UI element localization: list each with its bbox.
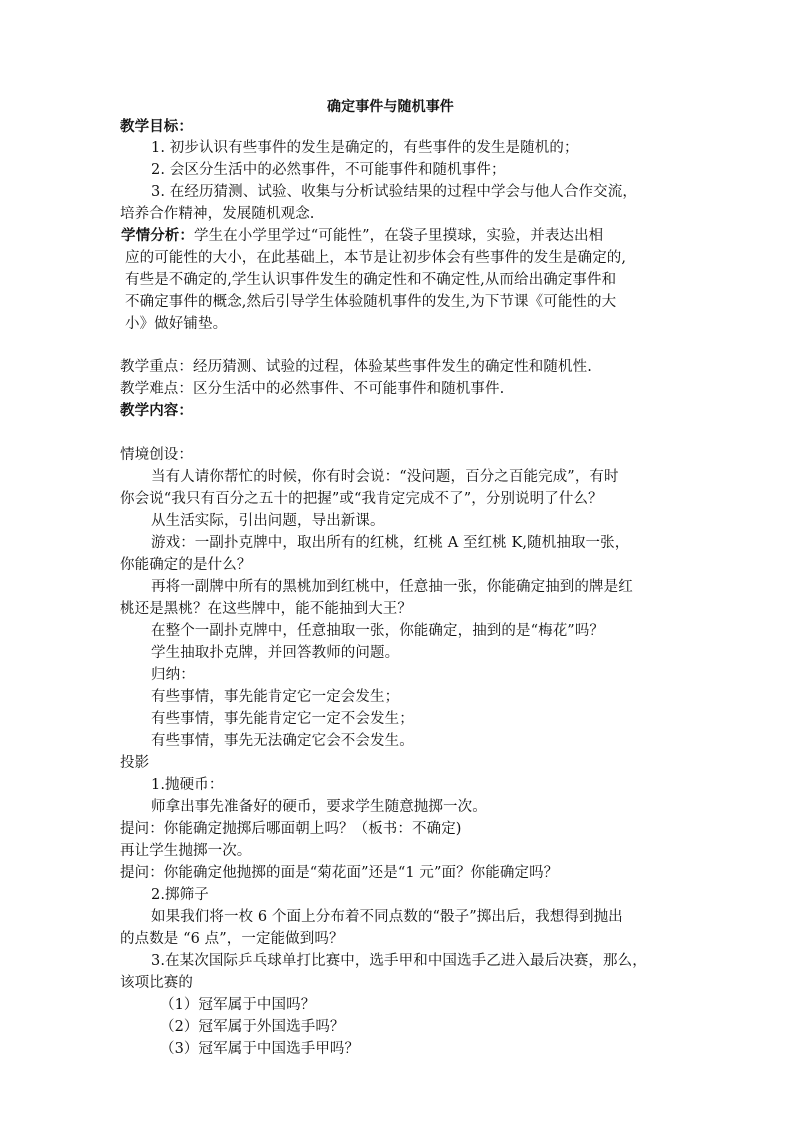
content-line: 你能确定的是什么？ <box>120 557 252 573</box>
analysis-paragraph-first-line <box>121 226 603 246</box>
analysis-line: 应的可能性的大小，在此基础上，本节是让初步体会有些事件的发生是确定的, <box>125 250 627 266</box>
content-line: 情境创设： <box>120 447 193 463</box>
content-line: 提问：你能确定抛掷后哪面朝上吗？（板书：不确定) <box>120 821 462 837</box>
content-line: 当有人请你帮忙的时候，你有时会说：“没问题，百分之百能完成”，有时 <box>151 469 619 485</box>
content-line: 有些事情，事先无法确定它会不会发生。 <box>151 733 414 749</box>
content-line: 从生活实际，引出问题，导出新课。 <box>151 513 385 529</box>
content-line: （3）冠军属于中国选手甲吗？ <box>160 1041 360 1057</box>
content-line: 2.掷筛子 <box>151 887 209 903</box>
document-title: 确定事件与随机事件 <box>327 99 454 115</box>
content-line: 如果我们将一枚 6 个面上分布着不同点数的“骰子”掷出后，我想得到抛出 <box>151 909 623 925</box>
content-line: 3.在某次国际乒乓球单打比赛中，选手甲和中国选手乙进入最后决赛，那么， <box>151 953 647 969</box>
content-line: 再将一副牌中所有的黑桃加到红桃中，任意抽一张，你能确定抽到的牌是红 <box>151 579 633 595</box>
content-line: 提问：你能确定他抛掷的面是“菊花面”还是“1 元”面？你能确定吗？ <box>120 865 559 881</box>
content-line: 在整个一副扑克牌中，任意抽取一张，你能确定，抽到的是“梅花”吗？ <box>151 623 605 639</box>
key-point: 教学重点：经历猜测、试验的过程，体验某些事件发生的确定性和随机性. <box>120 359 592 375</box>
content-line: 1.抛硬币： <box>151 777 224 793</box>
content-line: 投影 <box>120 755 150 771</box>
content-line: 学生抽取扑克牌，并回答教师的问题。 <box>151 645 400 661</box>
objective-item: 1. 初步认识有些事件的发生是确定的，有些事件的发生是随机的； <box>151 140 579 156</box>
content-line: 归纳： <box>151 667 195 683</box>
objective-item: 2. 会区分生活中的必然事件，不可能事件和随机事件； <box>151 162 506 178</box>
content-line: 有些事情，事先能肯定它一定不会发生； <box>151 711 414 727</box>
content-line: 的点数是 “6 点”，一定能做到吗？ <box>120 931 344 947</box>
content-line: 师拿出事先准备好的硬币，要求学生随意抛掷一次。 <box>151 799 487 815</box>
content-line: 你会说“我只有百分之五十的把握”或“我肯定完成不了”，分别说明了什么？ <box>120 491 603 507</box>
content-line: （1）冠军属于中国吗？ <box>160 997 316 1013</box>
content-heading: 教学内容： <box>120 402 193 419</box>
analysis-line: 不确定事件的概念,然后引导学生体验随机事件的发生,为下节课《可能性的大 <box>125 294 617 310</box>
content-line: （2）冠军属于外国选手吗？ <box>160 1019 345 1035</box>
analysis-line: 有些是不确定的,学生认识事件发生的确定性和不确定性,从而给出确定事件和 <box>125 272 617 288</box>
content-line: 再让学生抛掷一次。 <box>120 843 252 859</box>
analysis-line: 小》做好铺垫。 <box>125 316 228 332</box>
objective-item: 3. 在经历猜测、试验、收集与分析试验结果的过程中学会与他人合作交流， <box>151 184 637 200</box>
objectives-heading: 教学目标： <box>120 118 193 135</box>
content-line: 游戏：一副扑克牌中，取出所有的红桃，红桃 A 至红桃 K,随机抽取一张， <box>151 535 630 551</box>
objective-item: 培养合作精神，发展随机观念. <box>120 206 315 222</box>
content-line: 有些事情，事先能肯定它一定会发生； <box>151 689 400 705</box>
content-line: 桃还是黑桃？在这些牌中，能不能抽到大王？ <box>120 601 412 617</box>
analysis-label: 学情分析： <box>121 227 194 244</box>
content-line: 该项比赛的 <box>120 975 193 991</box>
analysis-text: 学生在小学里学过“可能性”，在袋子里摸球，实验，并表达出相 <box>194 228 604 244</box>
difficulty: 教学难点：区分生活中的必然事件、不可能事件和随机事件. <box>120 381 505 397</box>
